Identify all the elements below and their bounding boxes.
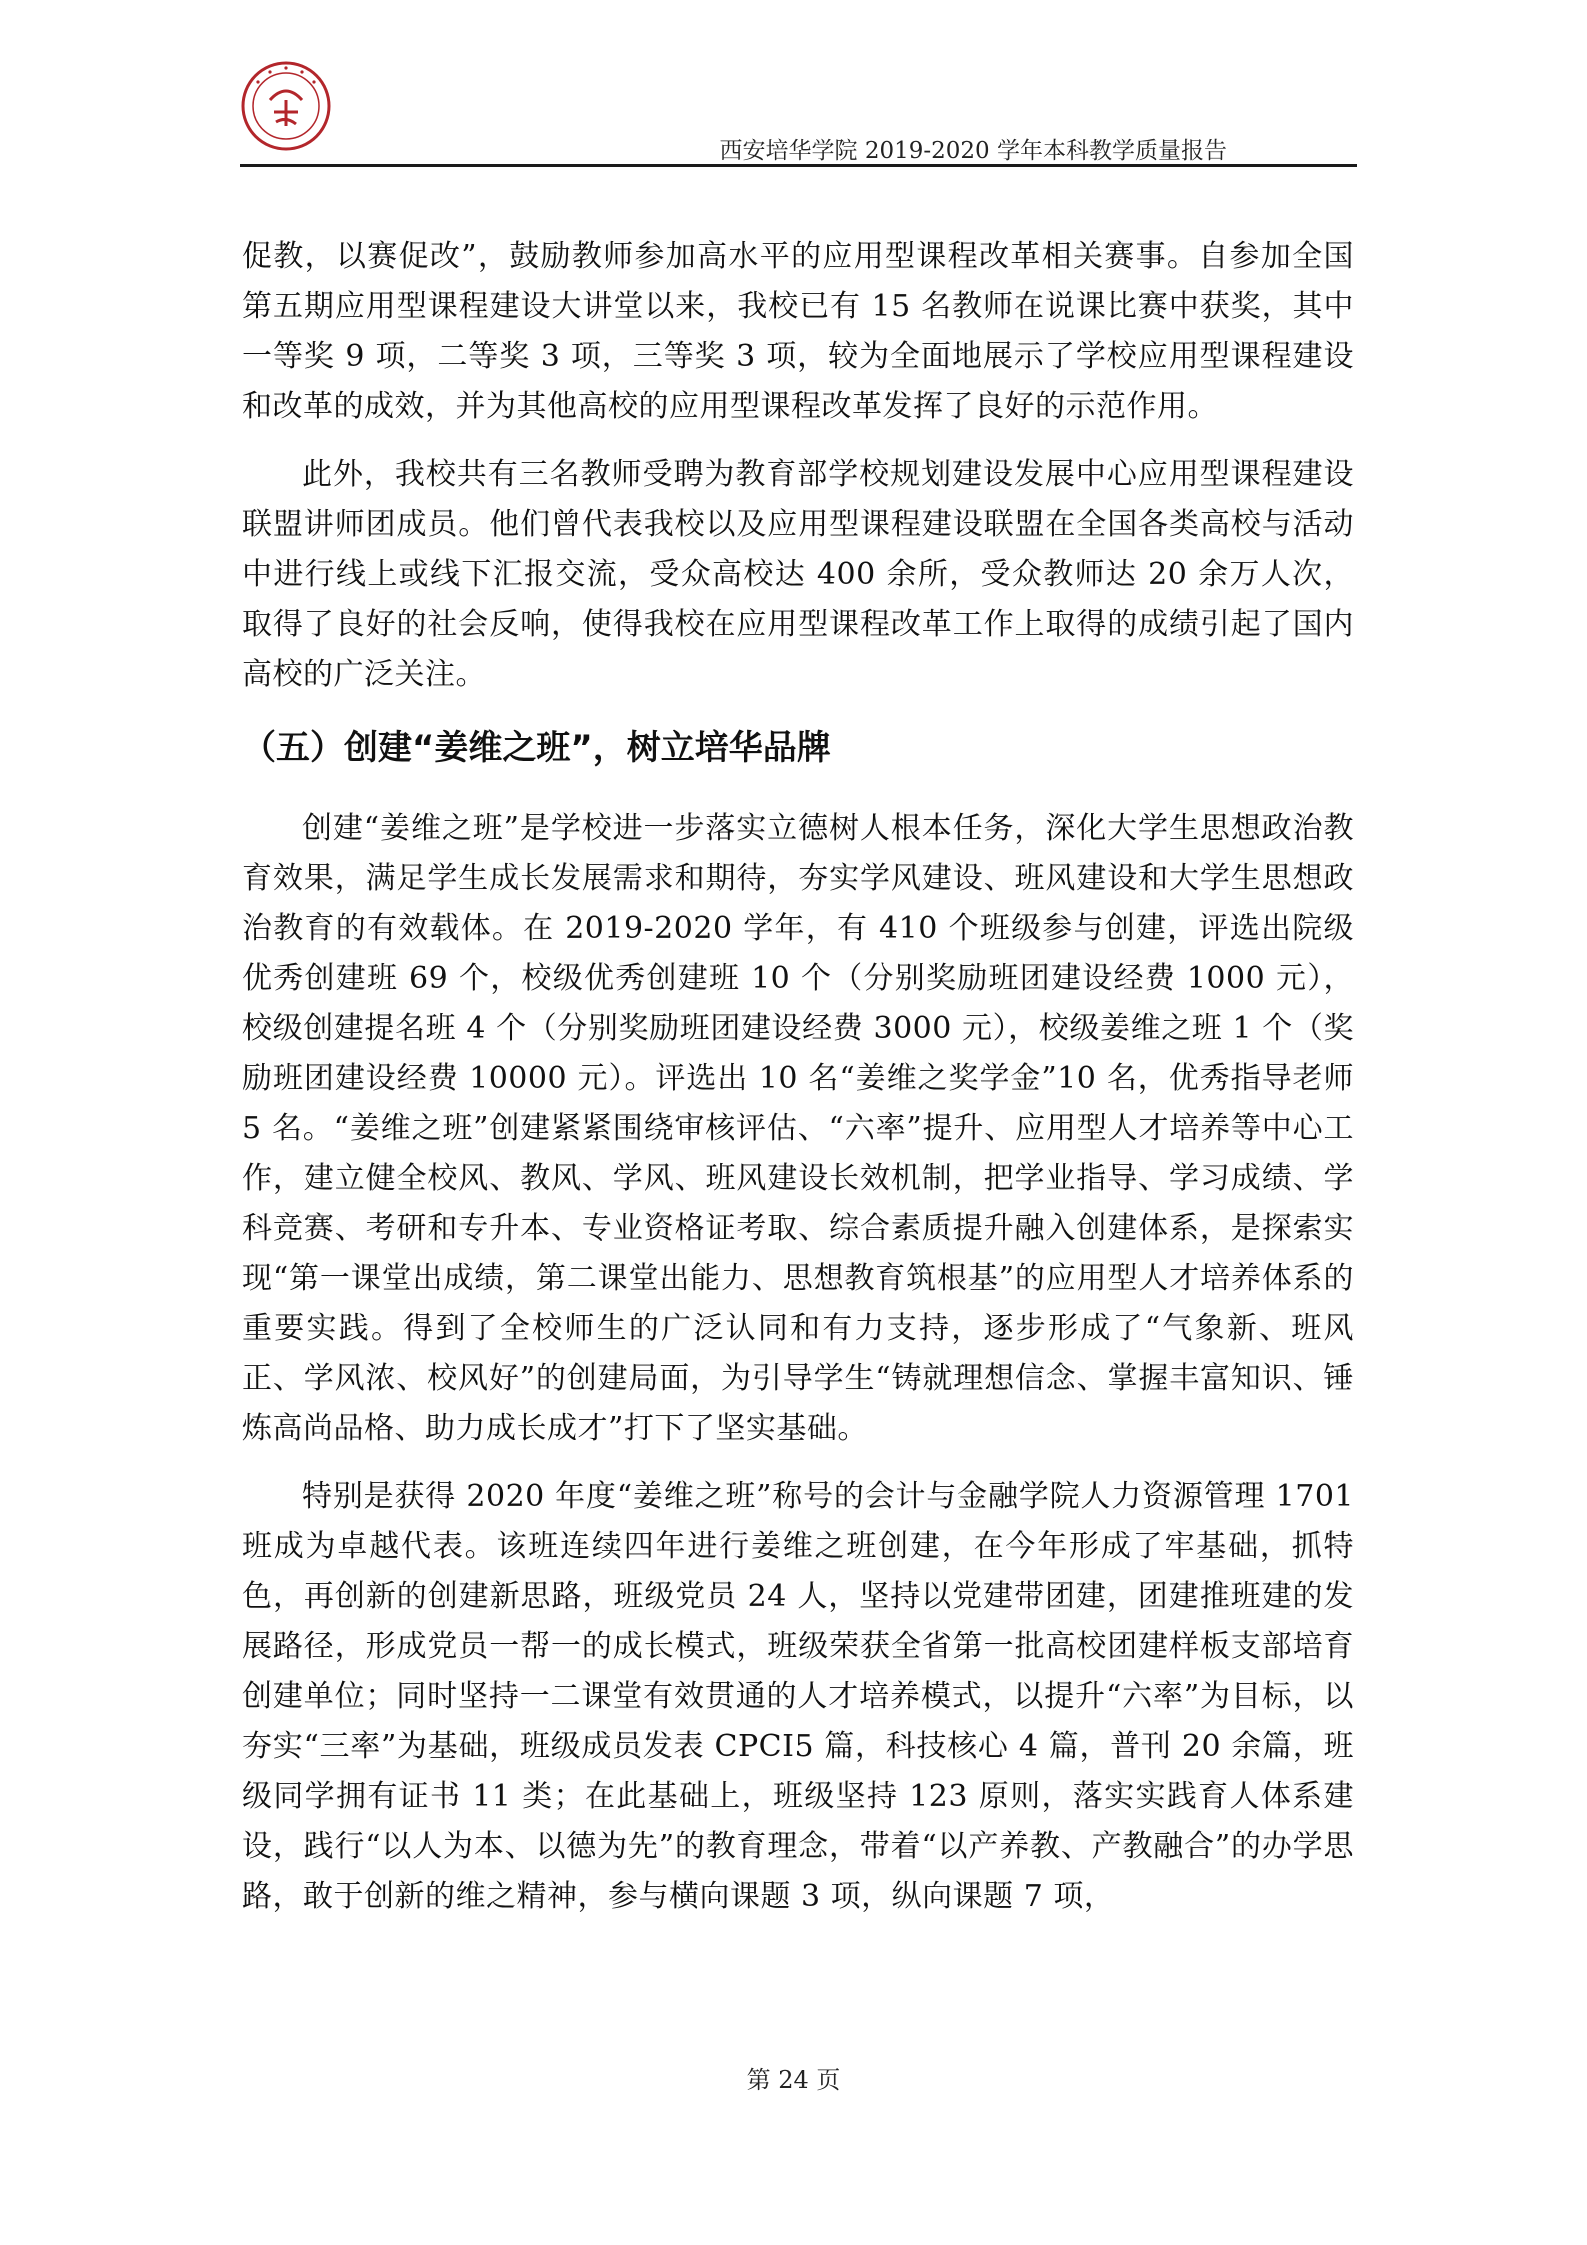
paragraph-lecturers: 此外，我校共有三名教师受聘为教育部学校规划建设发展中心应用型课程建设联盟讲师团成员。他们曾代表我校以及应用型课程建设联盟在全国各类高校与活动中进行线上或线下汇报交流，受众高校达 400 余所，受众教师达 20 余万人次，取得了良好的社会反响，使得我校在应用型课程改革工作上取得的成绩引起了国内高校的广泛关注。 (242, 457, 1354, 692)
page-header (240, 60, 1357, 170)
page-body (242, 232, 1354, 1940)
page-number: 第 24 页 (746, 2066, 841, 2094)
school-seal-icon (240, 60, 332, 152)
header-divider (240, 164, 1357, 167)
paragraph-hr-1701: 特别是获得 2020 年度“姜维之班”称号的会计与金融学院人力资源管理 1701 班成为卓越代表。该班连续四年进行姜维之班创建，在今年形成了牢基础，抓特色，再创新的创建新思路，班级党员 24 人，坚持以党建带团建，团建推班建的发展路径，形成党员一帮一的成长模式，班级荣获全省第一批高校团建样板支部培育创建单位；同时坚持一二课堂有效贯通的人才培养模式，以提升“六率”为目标，以夯实“三率”为基础，班级成员发表 CPCI5 篇，科技核心 4 篇，普刊 20 余篇，班级同学拥有证书 11 类；在此基础上，班级坚持 123 原则，落实实践育人体系建设，践行“以人为本、以德为先”的教育理念，带着“以产养教、产教融合”的办学思路，敢于创新的维之精神，参与横向课题 3 项，纵向课题 7 项， (242, 1479, 1354, 1914)
section-heading: （五）创建“姜维之班”，树立培华品牌 (242, 728, 831, 768)
report-header-title: 西安培华学院 2019-2020 学年本科教学质量报告 (719, 138, 1227, 164)
paragraph-jiangwei-class: 创建“姜维之班”是学校进一步落实立德树人根本任务，深化大学生思想政治教育效果，满足学生成长发展需求和期待，夯实学风建设、班风建设和大学生思想政治教育的有效载体。在 2019-2020 学年，有 410 个班级参与创建，评选出院级优秀创建班 69 个，校级优秀创建班 10 个（分别奖励班团建设经费 1000 元），校级创建提名班 4 个（分别奖励班团建设经费 3000 元），校级姜维之班 1 个（奖励班团建设经费 10000 元）。评选出 10 名“姜维之奖学金”10 名，优秀指导老师 5 名。“姜维之班”创建紧紧围绕审核评估、“六率”提升、应用型人才培养等中心工作，建立健全校风、教风、学风、班风建设长效机制，把学业指导、学习成绩、学科竞赛、考研和专升本、专业资格证考取、综合素质提升融入创建体系，是探索实现“第一课堂出成绩，第二课堂出能力、思想教育筑根基”的应用型人才培养体系的重要实践。得到了全校师生的广泛认同和有力支持，逐步形成了“气象新、班风正、学风浓、校风好”的创建局面，为引导学生“铸就理想信念、掌握丰富知识、锤炼高尚品格、助力成长成才”打下了坚实基础。 (242, 811, 1354, 1446)
paragraph-continued: 促教，以赛促改”，鼓励教师参加高水平的应用型课程改革相关赛事。自参加全国第五期应用型课程建设大讲堂以来，我校已有 15 名教师在说课比赛中获奖，其中一等奖 9 项，二等奖 3 项，三等奖 3 项，较为全面地展示了学校应用型课程建设和改革的成效，并为其他高校的应用型课程改革发挥了良好的示范作用。 (242, 239, 1354, 424)
